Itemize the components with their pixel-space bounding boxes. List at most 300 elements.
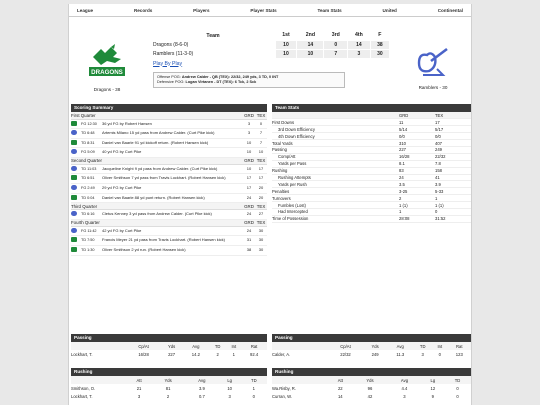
quarter-name: Fourth Quarter: [71, 219, 243, 226]
tex-stat-value: 0/0: [435, 133, 471, 140]
player-stat-value: 3: [421, 351, 424, 357]
column-header: [71, 376, 127, 384]
player-stat-value: 1: [252, 385, 255, 391]
team-stat-row: [272, 215, 471, 222]
column-header: Att: [328, 376, 353, 384]
column-header: TD: [241, 376, 267, 384]
ramblers-caption: Ramblers - 30: [418, 85, 448, 90]
guitar-mini-icon: [71, 211, 77, 216]
tex-stat-value: 1 (1): [435, 202, 471, 209]
grd-score: 10: [243, 148, 255, 158]
tex-score: 7: [255, 129, 267, 139]
play-description: 40 yd FG by Curt Pike: [102, 148, 243, 158]
linescore-cell: 7: [324, 49, 348, 58]
guitar-mini-icon: [71, 130, 77, 135]
rushing-left-title: Rushing: [71, 368, 267, 376]
tex-score: 27: [255, 210, 267, 220]
column-header: TD: [444, 376, 471, 384]
passing-left-title: Passing: [71, 334, 267, 342]
team-stat-row: [272, 146, 471, 153]
rushing-right-title: Rushing: [272, 368, 471, 376]
team-stat-row: [272, 140, 471, 147]
guitar-mini-icon: [71, 185, 77, 190]
player-stat-value: 2: [216, 351, 219, 357]
team-stat-label: Comp/Att: [272, 153, 399, 160]
play-description: Oliver Smithson 7 yd pass from Travis Lockhart. (Robert Hansen kick): [102, 174, 243, 184]
player-stat-row: [272, 350, 471, 358]
grd-score: 38: [243, 246, 255, 256]
scoring-summary-title: Scoring Summary: [71, 104, 267, 112]
player-name-link[interactable]: Calder, A.: [272, 351, 291, 357]
tex-column-header: TEX: [256, 203, 266, 209]
player-stat-value: 21: [136, 385, 142, 391]
player-stat-value: 10: [227, 385, 232, 391]
column-header: Yds: [151, 376, 185, 384]
grd-score: 24: [243, 226, 255, 236]
player-stat-value: 14.2: [191, 351, 200, 357]
player-stat-value: 14: [337, 393, 343, 399]
team-stat-label: Total Yards: [272, 140, 399, 147]
nav-player-stats[interactable]: Player Stats: [250, 7, 277, 13]
play-time: FG 12:30: [81, 119, 102, 129]
tex-score: 10: [255, 148, 267, 158]
player-stat-value: 3: [137, 393, 141, 399]
top-navigation: [69, 4, 471, 17]
dragon-mini-icon: [71, 237, 77, 242]
grd-stat-value: 24: [399, 174, 435, 181]
rushing-left-table: [71, 376, 267, 400]
player-stat-value: 0: [252, 393, 255, 399]
team-stat-row: [272, 133, 471, 140]
grd-score: 31: [243, 236, 255, 246]
scoring-summary: [71, 104, 267, 256]
player-stat-row: [71, 384, 267, 392]
team-stat-row: [272, 153, 471, 160]
player-stat-row: [272, 384, 471, 392]
play-time: TD 8:31: [81, 138, 102, 148]
linescore-cell: 0: [324, 40, 348, 49]
team-stat-label: Rushing: [272, 167, 399, 174]
player-stat-value: 81: [165, 385, 171, 391]
dragon-mini-icon: [71, 195, 77, 200]
grd-stat-value: 310: [399, 140, 435, 147]
column-header: Int: [226, 342, 241, 350]
linescore-team-name: Dragons (8-6-0): [153, 41, 189, 48]
team-stat-row: [272, 195, 471, 202]
grd-score: 24: [243, 193, 255, 203]
team-stats-header-row: [272, 112, 471, 119]
play-description: 36 yd FG by Robert Hansen: [102, 119, 243, 129]
player-stat-value: 123: [455, 351, 463, 357]
grd-score: 17: [243, 184, 255, 194]
tex-score: 17: [255, 174, 267, 184]
column-header: Lg: [422, 376, 444, 384]
linescore-cell: 14: [297, 40, 324, 49]
team-stats-title: Team Stats: [272, 104, 471, 112]
linescore-header-final: F: [378, 32, 382, 39]
column-header: Rat: [448, 342, 471, 350]
tex-column-header: TEX: [256, 220, 266, 226]
play-description: Artemis Milano 15 yd pass from Andrew Calder. (Curt Pike kick): [102, 129, 243, 139]
passing-left: [71, 334, 267, 358]
quarter-header-row: [71, 219, 267, 226]
play-description: Cletus Kenney 3 yd pass from Andrew Calder. (Curt Pike kick): [102, 210, 243, 220]
linescore-header-q2: 2nd: [305, 32, 316, 39]
player-stat-value: 0: [456, 385, 459, 391]
linescore-cell: 10: [275, 40, 297, 49]
team-stat-label: Penalties: [272, 188, 399, 195]
linescore-cell: 10: [275, 49, 297, 58]
grd-stat-value: 11: [399, 119, 435, 126]
column-header: Rat: [241, 342, 267, 350]
dragons-logo[interactable]: [87, 43, 127, 92]
column-header: Int: [432, 342, 448, 350]
play-time: TD 6:16: [81, 210, 102, 220]
tex-stat-value: 41: [435, 174, 471, 181]
scoring-table: [71, 112, 267, 256]
team-stat-row: [272, 119, 471, 126]
grd-stat-value: 8.1: [399, 160, 435, 167]
play-description: 29 yd FG by Curt Pike: [102, 184, 243, 194]
player-stat-row: [71, 392, 267, 400]
team-stat-label: Rushing Attempts: [272, 174, 399, 181]
play-description: Daniel van Baarle 88 yd punt return. (Robert Hansen kick): [102, 193, 243, 203]
play-time: FG 2:49: [81, 184, 102, 194]
game-header: [69, 17, 471, 100]
passing-left-table: [71, 342, 267, 358]
player-stat-value: 16/28: [138, 351, 149, 357]
tex-stat-value: 17: [435, 119, 471, 126]
linescore-header-q4: 4th: [355, 32, 363, 39]
column-header: Yds: [353, 376, 388, 384]
linescore-cell: 14: [348, 40, 371, 49]
quarter-header-row: [71, 112, 267, 119]
grd-column-header: GRD: [244, 220, 254, 226]
column-header: Yds: [160, 342, 183, 350]
grd-score: 10: [243, 138, 255, 148]
linescore-cell: 10: [297, 49, 324, 58]
player-stat-row: [71, 350, 267, 358]
scoring-play-row: [71, 226, 267, 236]
team-stat-row: [272, 188, 471, 195]
grd-stat-value: 28:08: [399, 215, 435, 222]
passing-right: [272, 334, 471, 358]
box-score-page: [68, 4, 472, 405]
passing-left-header-row: [71, 342, 267, 350]
guitar-mini-icon: [71, 149, 77, 154]
team-mini-logo: [71, 138, 81, 148]
linescore-header-team: Team: [206, 32, 220, 39]
tex-score: 17: [255, 164, 267, 174]
column-header: [71, 342, 127, 350]
passing-right-header-row: [272, 342, 471, 350]
grd-column-header: GRD: [244, 112, 254, 118]
team-mini-logo: [71, 246, 81, 256]
scoring-play-row: [71, 138, 267, 148]
player-stat-value: 3.9: [198, 385, 205, 391]
play-time: TD 6:51: [81, 174, 102, 184]
player-stat-value: 12: [430, 385, 436, 391]
tex-score: 30: [255, 226, 267, 236]
team-mini-logo: [71, 193, 81, 203]
grd-stat-value: 1: [399, 208, 435, 215]
scoring-play-row: [71, 184, 267, 194]
player-stat-value: 4.4: [401, 385, 408, 391]
team-mini-logo: [71, 174, 81, 184]
player-stat-value: 22/32: [340, 351, 351, 357]
column-header: [272, 342, 328, 350]
play-description: Jacqueline Knight 9 yd pass from Andrew Calder. (Curt Pike kick): [102, 164, 243, 174]
column-header: Cp/At: [127, 342, 160, 350]
grd-stat-value: 5/14: [399, 126, 435, 133]
column-header: Avg: [387, 342, 413, 350]
tex-stat-value: 5/17: [435, 126, 471, 133]
column-header: Cp/At: [328, 342, 363, 350]
grd-stat-value: 3.5: [399, 181, 435, 188]
play-time: TD 11:03: [81, 164, 102, 174]
dragons-logo-wordmark: DRAGONS: [91, 69, 123, 76]
tex-stat-value: 158: [435, 167, 471, 174]
grd-score: 10: [243, 164, 255, 174]
grd-score: 17: [243, 174, 255, 184]
tex-stat-value: 22/32: [435, 153, 471, 160]
dragon-mini-icon: [71, 175, 77, 180]
scoring-play-row: [71, 174, 267, 184]
grd-stat-value: 3-25: [399, 188, 435, 195]
play-time: FG 5:09: [81, 148, 102, 158]
tex-column-header: TEX: [256, 112, 266, 118]
rushing-left: [71, 368, 267, 400]
player-name-link[interactable]: Wa.Risby, R.: [272, 385, 296, 391]
score-box: [151, 31, 390, 88]
team-stat-row: [272, 181, 471, 188]
team-stat-label: Time of Possession: [272, 215, 399, 222]
rushing-right-table: [272, 376, 471, 400]
tex-stat-value: 5-33: [435, 188, 471, 195]
column-header: Att: [127, 376, 151, 384]
nav-players[interactable]: Players: [193, 7, 210, 13]
player-stat-value: 42: [367, 393, 373, 399]
player-name-link[interactable]: Curran, W.: [272, 393, 293, 399]
scoring-play-row: [71, 193, 267, 203]
tex-score: 0: [255, 119, 267, 129]
team-stat-label: Fumbles (Lost): [272, 202, 399, 209]
player-stat-value: 0.7: [198, 393, 205, 399]
team-stat-row: [272, 167, 471, 174]
team-stat-row: [272, 174, 471, 181]
linescore-cell: 3: [348, 49, 371, 58]
quarter-header-row: [71, 157, 267, 164]
rushing-left-header-row: [71, 376, 267, 384]
team-mini-logo: [71, 210, 81, 220]
grd-column-header: GRD: [399, 112, 435, 119]
team-stat-row: [272, 202, 471, 209]
dragons-caption: Dragons - 38: [93, 87, 121, 92]
player-stat-value: 3: [228, 393, 231, 399]
team-stat-label: Had Intercepted: [272, 208, 399, 215]
play-time: TD 1:30: [81, 246, 102, 256]
tex-stat-value: 7.8: [435, 160, 471, 167]
grd-stat-value: 0/0: [399, 133, 435, 140]
play-time: TD 7:50: [81, 236, 102, 246]
column-header: Lg: [219, 376, 241, 384]
grd-column-header: GRD: [244, 203, 254, 209]
linescore-row-dragons: [151, 40, 390, 49]
dragon-mini-icon: [71, 140, 77, 145]
offense-pog-value: Andrew Calder - QB (TEX): 22/32, 249 yds, 3 TD, 0 INT: [181, 74, 279, 79]
linescore-final: 30: [370, 49, 389, 58]
player-stat-value: 22: [337, 385, 343, 391]
linescore-header-q3: 3rd: [331, 32, 340, 39]
grd-score: 3: [243, 119, 255, 129]
nav-united[interactable]: United: [382, 7, 397, 13]
quarter-name: First Quarter: [71, 112, 243, 119]
column-header: TD: [209, 342, 227, 350]
tex-stat-value: 0: [435, 208, 471, 215]
passing-right-table: [272, 342, 471, 358]
player-stat-value: 227: [168, 351, 176, 357]
play-description: Francis Meyer 21 yd pass from Travis Lockhart. (Robert Hansen kick): [102, 236, 243, 246]
offense-pog-label: Offense POG:: [157, 74, 181, 79]
grd-score: 24: [243, 210, 255, 220]
play-description: 42 yd FG by Curt Pike: [102, 226, 243, 236]
linescore-final: 38: [370, 40, 389, 49]
team-stats: [272, 104, 471, 223]
team-mini-logo: [71, 119, 81, 129]
column-header: [272, 376, 328, 384]
dragon-mini-icon: [71, 247, 77, 252]
team-stat-label: 3rd Down Efficiency: [272, 126, 399, 133]
linescore-table: [151, 31, 390, 59]
player-stat-value: 3: [403, 393, 406, 399]
scoring-play-row: [71, 236, 267, 246]
player-name-link[interactable]: Lockhart, T.: [71, 351, 93, 357]
defense-pog-value: Logan Virtanen - DT (TEX): 6 Tck, 2 Sck: [185, 79, 257, 84]
quarter-name: Third Quarter: [71, 203, 243, 210]
linescore-header-q1: 1st: [282, 32, 290, 39]
grd-stat-value: 2: [399, 195, 435, 202]
tex-score: 20: [255, 184, 267, 194]
quarter-name: Second Quarter: [71, 157, 243, 164]
guitar-mini-icon: [71, 166, 77, 171]
tex-score: 7: [255, 138, 267, 148]
team-stat-row: [272, 160, 471, 167]
player-name-link[interactable]: Lockhart, T.: [71, 393, 93, 399]
scoring-play-row: [71, 119, 267, 129]
players-of-game-box: [153, 72, 345, 88]
guitar-mini-icon: [71, 228, 77, 233]
player-stat-value: 9: [431, 393, 435, 399]
tex-stat-value: 1: [435, 195, 471, 202]
scoring-play-row: [71, 246, 267, 256]
team-stats-table: [272, 112, 471, 223]
tex-column-header: TEX: [256, 158, 266, 164]
ramblers-logo[interactable]: [409, 47, 457, 90]
tex-score: 20: [255, 193, 267, 203]
passing-right-title: Passing: [272, 334, 471, 342]
player-stat-value: 0: [456, 393, 459, 399]
team-mini-logo: [71, 236, 81, 246]
grd-stat-value: 1 (1): [399, 202, 435, 209]
player-stat-value: 11.3: [396, 351, 405, 357]
tex-score: 30: [255, 246, 267, 256]
grd-stat-value: 16/28: [399, 153, 435, 160]
player-name-link[interactable]: Smithson, O.: [71, 385, 96, 391]
team-mini-logo: [71, 164, 81, 174]
player-stat-value: 249: [371, 351, 379, 357]
defense-pog-label: Defensive POG:: [157, 79, 185, 84]
play-description: Oliver Smithson 2 yd run. (Robert Hansen kick): [102, 246, 243, 256]
guitar-logo-icon: [415, 47, 451, 81]
rushing-right-header-row: [272, 376, 471, 384]
column-header: Avg: [183, 342, 209, 350]
linescore-team-name: Ramblers (11-3-0): [153, 50, 194, 57]
quarter-header-row: [71, 203, 267, 210]
play-time: TD 6:48: [81, 129, 102, 139]
linescore-row-ramblers: [151, 49, 390, 58]
nav-league[interactable]: League: [77, 7, 94, 13]
player-stat-value: 1: [232, 351, 235, 357]
play-by-play-link[interactable]: Play By Play: [153, 60, 183, 67]
tex-stat-value: 407: [435, 140, 471, 147]
tex-column-header: TEX: [435, 112, 471, 119]
column-header: TD: [413, 342, 432, 350]
team-stat-label: Passing: [272, 146, 399, 153]
nav-team-stats[interactable]: Team Stats: [317, 7, 342, 13]
play-time: TD 0:04: [81, 193, 102, 203]
team-stat-label: Turnovers: [272, 195, 399, 202]
team-mini-logo: [71, 129, 81, 139]
tex-score: 30: [255, 236, 267, 246]
team-stat-label: First Downs: [272, 119, 399, 126]
tex-stat-value: 31:52: [435, 215, 471, 222]
scoring-play-row: [71, 129, 267, 139]
grd-stat-value: 227: [399, 146, 435, 153]
team-mini-logo: [71, 148, 81, 158]
grd-score: 3: [243, 129, 255, 139]
scoring-play-row: [71, 164, 267, 174]
column-header: Avg: [185, 376, 219, 384]
team-stat-row: [272, 208, 471, 215]
nav-records[interactable]: Records: [133, 7, 153, 13]
play-time: FG 11:42: [81, 226, 102, 236]
column-header: Yds: [363, 342, 387, 350]
team-mini-logo: [71, 184, 81, 194]
tex-stat-value: 3.9: [435, 181, 471, 188]
tex-stat-value: 249: [435, 146, 471, 153]
dragon-logo-icon: [87, 43, 127, 83]
player-stat-value: 2: [166, 393, 170, 399]
stat-label-header: [272, 112, 399, 119]
team-stat-label: 4th Down Efficiency: [272, 133, 399, 140]
player-stat-value: 0: [438, 351, 441, 357]
rushing-right: [272, 368, 471, 400]
play-description: Daniel van Baarle 91 yd kickoff return. (Robert Hansen kick): [102, 138, 243, 148]
team-stat-label: Yards per Rush: [272, 181, 399, 188]
dragon-mini-icon: [71, 121, 77, 126]
team-mini-logo: [71, 226, 81, 236]
player-stat-row: [272, 392, 471, 400]
nav-continental[interactable]: Continental: [437, 7, 463, 13]
scoring-play-row: [71, 148, 267, 158]
player-stat-value: 92.4: [250, 351, 259, 357]
team-stat-label: Yards per Pass: [272, 160, 399, 167]
grd-column-header: GRD: [244, 158, 254, 164]
grd-stat-value: 83: [399, 167, 435, 174]
player-stat-value: 96: [367, 385, 373, 391]
team-stat-row: [272, 126, 471, 133]
scoring-play-row: [71, 210, 267, 220]
